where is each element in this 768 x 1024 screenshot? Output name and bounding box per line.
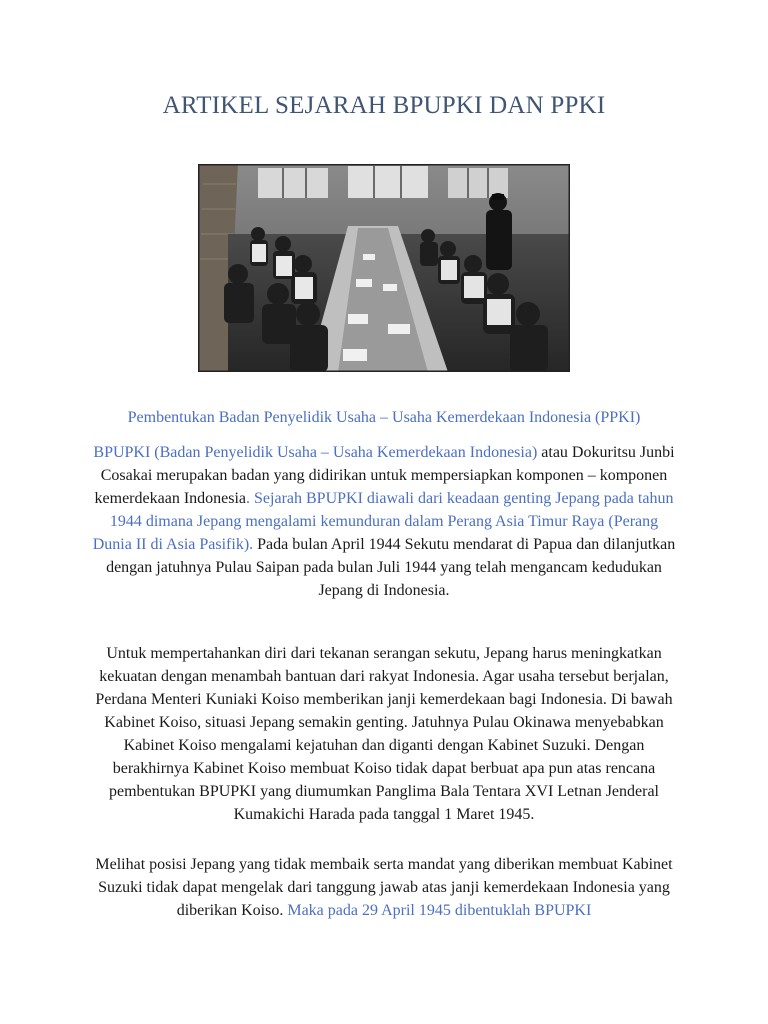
bpupki-link[interactable]: BPUPKI (Badan Penyelidik Usaha – Usaha Kemerdekaan Indonesia) [93,444,538,461]
page-title: ARTIKEL SEJARAH BPUPKI DAN PPKI [162,92,606,119]
paragraph-3 [90,853,678,922]
paragraph-1 [90,441,678,602]
paragraph-3-text-a: Melihat posisi Jepang yang tidak membaik serta mandat yang diberikan membuat Kabinet Suzuki tidak dapat mengelak dari tanggung jawab atas janji kemerdekaan Indonesia yang diberikan Koiso. [95,856,673,919]
section-subheading: Pembentukan Badan Penyelidik Usaha – Usaha Kemerdekaan Indonesia (PPKI) [127,409,641,426]
paragraph-2: Untuk mempertahankan diri dari tekanan serangan sekutu, Jepang harus meningkatkan kekuatan dengan menambah bantuan dari rakyat Indonesia. Agar usaha tersebut berjalan, Perdana Menteri Kuniaki Koiso memberikan janji kemerdekaan bagi Indonesia. Di bawah Kabinet Koiso, situasi Jepang semakin genting. Jatuhnya Pulau Okinawa menyebabkan Kabinet Koiso mengalami kejatuhan dan diganti dengan Kabinet Suzuki. Dengan berakhirnya Kabinet Koiso membuat Koiso tidak dapat berbuat apa pun atas rencana pembentukan BPUPKI yang diumumkan Panglima Bala Tentara XVI Letnan Jenderal Kumakichi Harada pada tanggal 1 Maret 1945. [95,645,673,823]
sejarah-bpupki-link[interactable]: . Sejarah BPUPKI diawali dari keadaan genting Jepang pada tahun 1944 dimana Jepang mengalami kemunduran dalam Perang Asia Timur Raya (Perang Dunia II di Asia Pasifik). [92,490,674,553]
paragraph-1-text-b: Pada bulan April 1944 Sekutu mendarat di Papua dan dilanjutkan dengan jatuhnya Pulau Saipan pada bulan Juli 1944 yang telah mengancam kedudukan Jepang di Indonesia. [106,536,676,599]
historical-photo-icon [198,164,570,372]
bpupki-formation-link[interactable]: Maka pada 29 April 1945 dibentuklah BPUPKI [287,902,592,919]
paragraph-1-text-a: atau Dokuritsu Junbi Cosakai merupakan badan yang didirikan untuk mempersiapkan komponen – komponen kemerdekaan Indonesia [94,444,675,507]
meeting-photo [198,164,570,372]
